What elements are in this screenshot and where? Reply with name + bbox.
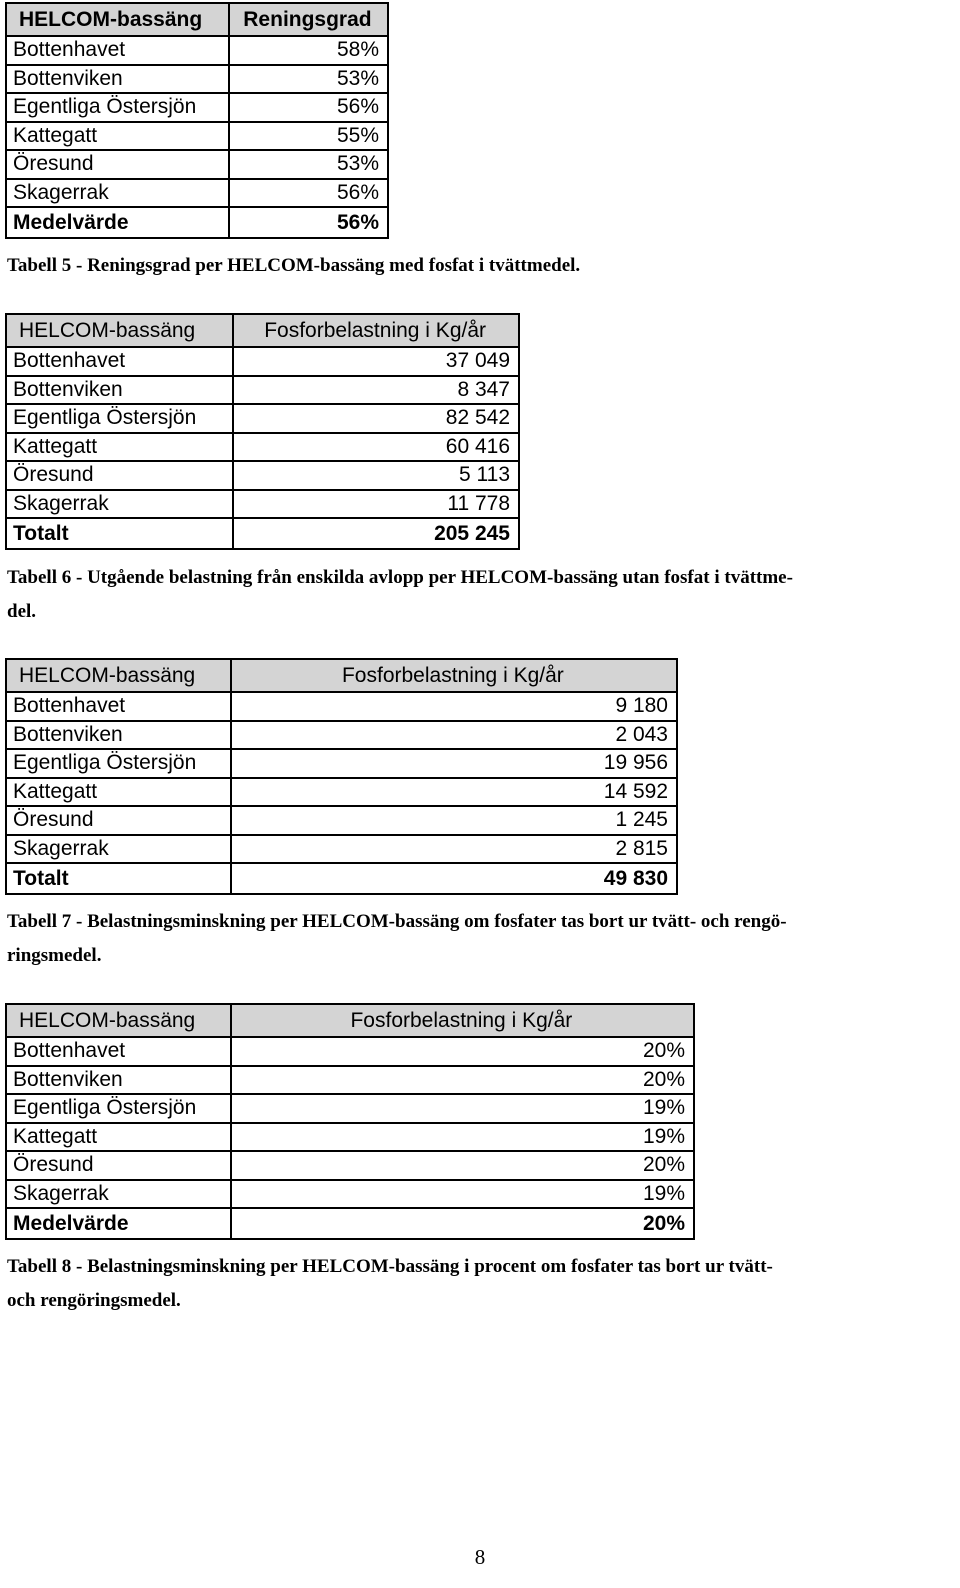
basin-cell: Bottenhavet — [6, 692, 231, 721]
table-5 — [5, 2, 389, 239]
basin-cell: Egentliga Östersjön — [6, 93, 229, 122]
total-row — [6, 1208, 694, 1239]
table-5-caption: Tabell 5 - Reningsgrad per HELCOM-bassäng med fosfat i tvättmedel. — [7, 255, 581, 276]
basin-cell: Bottenviken — [6, 376, 233, 405]
table-header — [6, 3, 388, 36]
table-6-caption-line-2: del. — [7, 601, 37, 622]
value-cell: 20% — [231, 1037, 694, 1066]
value-cell: 82 542 — [233, 404, 519, 433]
table-row — [6, 36, 388, 65]
basin-cell: Kattegatt — [6, 433, 233, 462]
value-cell: 5 113 — [233, 461, 519, 490]
total-row — [6, 863, 677, 894]
table-row — [6, 93, 388, 122]
table-row — [6, 1066, 694, 1095]
value-cell: 20% — [231, 1066, 694, 1095]
table-header — [6, 659, 677, 692]
total-label: Totalt — [6, 863, 231, 894]
basin-cell: Bottenhavet — [6, 347, 233, 376]
basin-cell: Öresund — [6, 1151, 231, 1180]
basin-cell: Skagerrak — [6, 835, 231, 864]
value-cell: 2 043 — [231, 721, 677, 750]
table-row — [6, 347, 519, 376]
basin-cell: Bottenhavet — [6, 1037, 231, 1066]
value-cell: 14 592 — [231, 778, 677, 807]
value-cell: 56% — [229, 179, 388, 208]
basin-cell: Bottenhavet — [6, 36, 229, 65]
basin-cell: Öresund — [6, 806, 231, 835]
total-value: 205 245 — [233, 518, 519, 549]
total-value: 20% — [231, 1208, 694, 1239]
table-header — [6, 314, 519, 347]
table-row — [6, 835, 677, 864]
table-row — [6, 1151, 694, 1180]
table-row — [6, 150, 388, 179]
table-header — [6, 1004, 694, 1037]
table-8-caption-line-1: Tabell 8 - Belastningsminskning per HELCOM-bassäng i procent om fosfater tas bort ur tvätt- — [7, 1256, 773, 1277]
total-row — [6, 518, 519, 549]
value-cell: 19% — [231, 1123, 694, 1152]
basin-cell: Skagerrak — [6, 179, 229, 208]
basin-cell: Egentliga Östersjön — [6, 1094, 231, 1123]
value-cell: 53% — [229, 150, 388, 179]
basin-cell: Öresund — [6, 150, 229, 179]
basin-cell: Kattegatt — [6, 778, 231, 807]
value-cell: 37 049 — [233, 347, 519, 376]
basin-cell: Bottenviken — [6, 1066, 231, 1095]
table-row — [6, 490, 519, 519]
value-cell: 56% — [229, 93, 388, 122]
table-6-caption-line-1: Tabell 6 - Utgående belastning från enskilda avlopp per HELCOM-bassäng utan fosfat i tvättme- — [7, 567, 793, 588]
total-label: Medelvärde — [6, 1208, 231, 1239]
table-row — [6, 778, 677, 807]
value-cell: 20% — [231, 1151, 694, 1180]
table-row — [6, 179, 388, 208]
basin-cell: Kattegatt — [6, 122, 229, 151]
value-cell: 9 180 — [231, 692, 677, 721]
table-row — [6, 1094, 694, 1123]
total-value: 56% — [229, 207, 388, 238]
table-row — [6, 404, 519, 433]
value-cell: 58% — [229, 36, 388, 65]
table-7-caption-line-2: ringsmedel. — [7, 945, 102, 966]
table-row — [6, 376, 519, 405]
table-row — [6, 65, 388, 94]
table-8 — [5, 1003, 695, 1240]
table-row — [6, 461, 519, 490]
total-value: 49 830 — [231, 863, 677, 894]
value-cell: 19% — [231, 1094, 694, 1123]
column-header-basin: HELCOM-bassäng — [6, 314, 233, 347]
table-row — [6, 1037, 694, 1066]
column-header-value: Fosforbelastning i Kg/år — [233, 314, 519, 347]
table-row — [6, 749, 677, 778]
basin-cell: Skagerrak — [6, 1180, 231, 1209]
table-row — [6, 721, 677, 750]
column-header-basin: HELCOM-bassäng — [6, 1004, 231, 1037]
value-cell: 19 956 — [231, 749, 677, 778]
table-8-caption-line-2: och rengöringsmedel. — [7, 1290, 181, 1311]
value-cell: 19% — [231, 1180, 694, 1209]
value-cell: 60 416 — [233, 433, 519, 462]
table-row — [6, 1180, 694, 1209]
table-7-caption-line-1: Tabell 7 - Belastningsminskning per HELCOM-bassäng om fosfater tas bort ur tvätt- och rengö- — [7, 911, 787, 932]
column-header-value: Reningsgrad — [229, 3, 388, 36]
basin-cell: Egentliga Östersjön — [6, 749, 231, 778]
table-row — [6, 692, 677, 721]
table-7 — [5, 658, 678, 895]
table-row — [6, 806, 677, 835]
column-header-value: Fosforbelastning i Kg/år — [231, 1004, 694, 1037]
total-row — [6, 207, 388, 238]
table-row — [6, 433, 519, 462]
table-6 — [5, 313, 520, 550]
basin-cell: Skagerrak — [6, 490, 233, 519]
table-row — [6, 1123, 694, 1152]
basin-cell: Öresund — [6, 461, 233, 490]
value-cell: 1 245 — [231, 806, 677, 835]
column-header-value: Fosforbelastning i Kg/år — [231, 659, 677, 692]
column-header-basin: HELCOM-bassäng — [6, 659, 231, 692]
total-label: Totalt — [6, 518, 233, 549]
basin-cell: Kattegatt — [6, 1123, 231, 1152]
basin-cell: Egentliga Östersjön — [6, 404, 233, 433]
table-row — [6, 122, 388, 151]
column-header-basin: HELCOM-bassäng — [6, 3, 229, 36]
value-cell: 55% — [229, 122, 388, 151]
basin-cell: Bottenviken — [6, 65, 229, 94]
basin-cell: Bottenviken — [6, 721, 231, 750]
value-cell: 8 347 — [233, 376, 519, 405]
total-label: Medelvärde — [6, 207, 229, 238]
value-cell: 11 778 — [233, 490, 519, 519]
page-number: 8 — [474, 1545, 486, 1569]
value-cell: 53% — [229, 65, 388, 94]
value-cell: 2 815 — [231, 835, 677, 864]
